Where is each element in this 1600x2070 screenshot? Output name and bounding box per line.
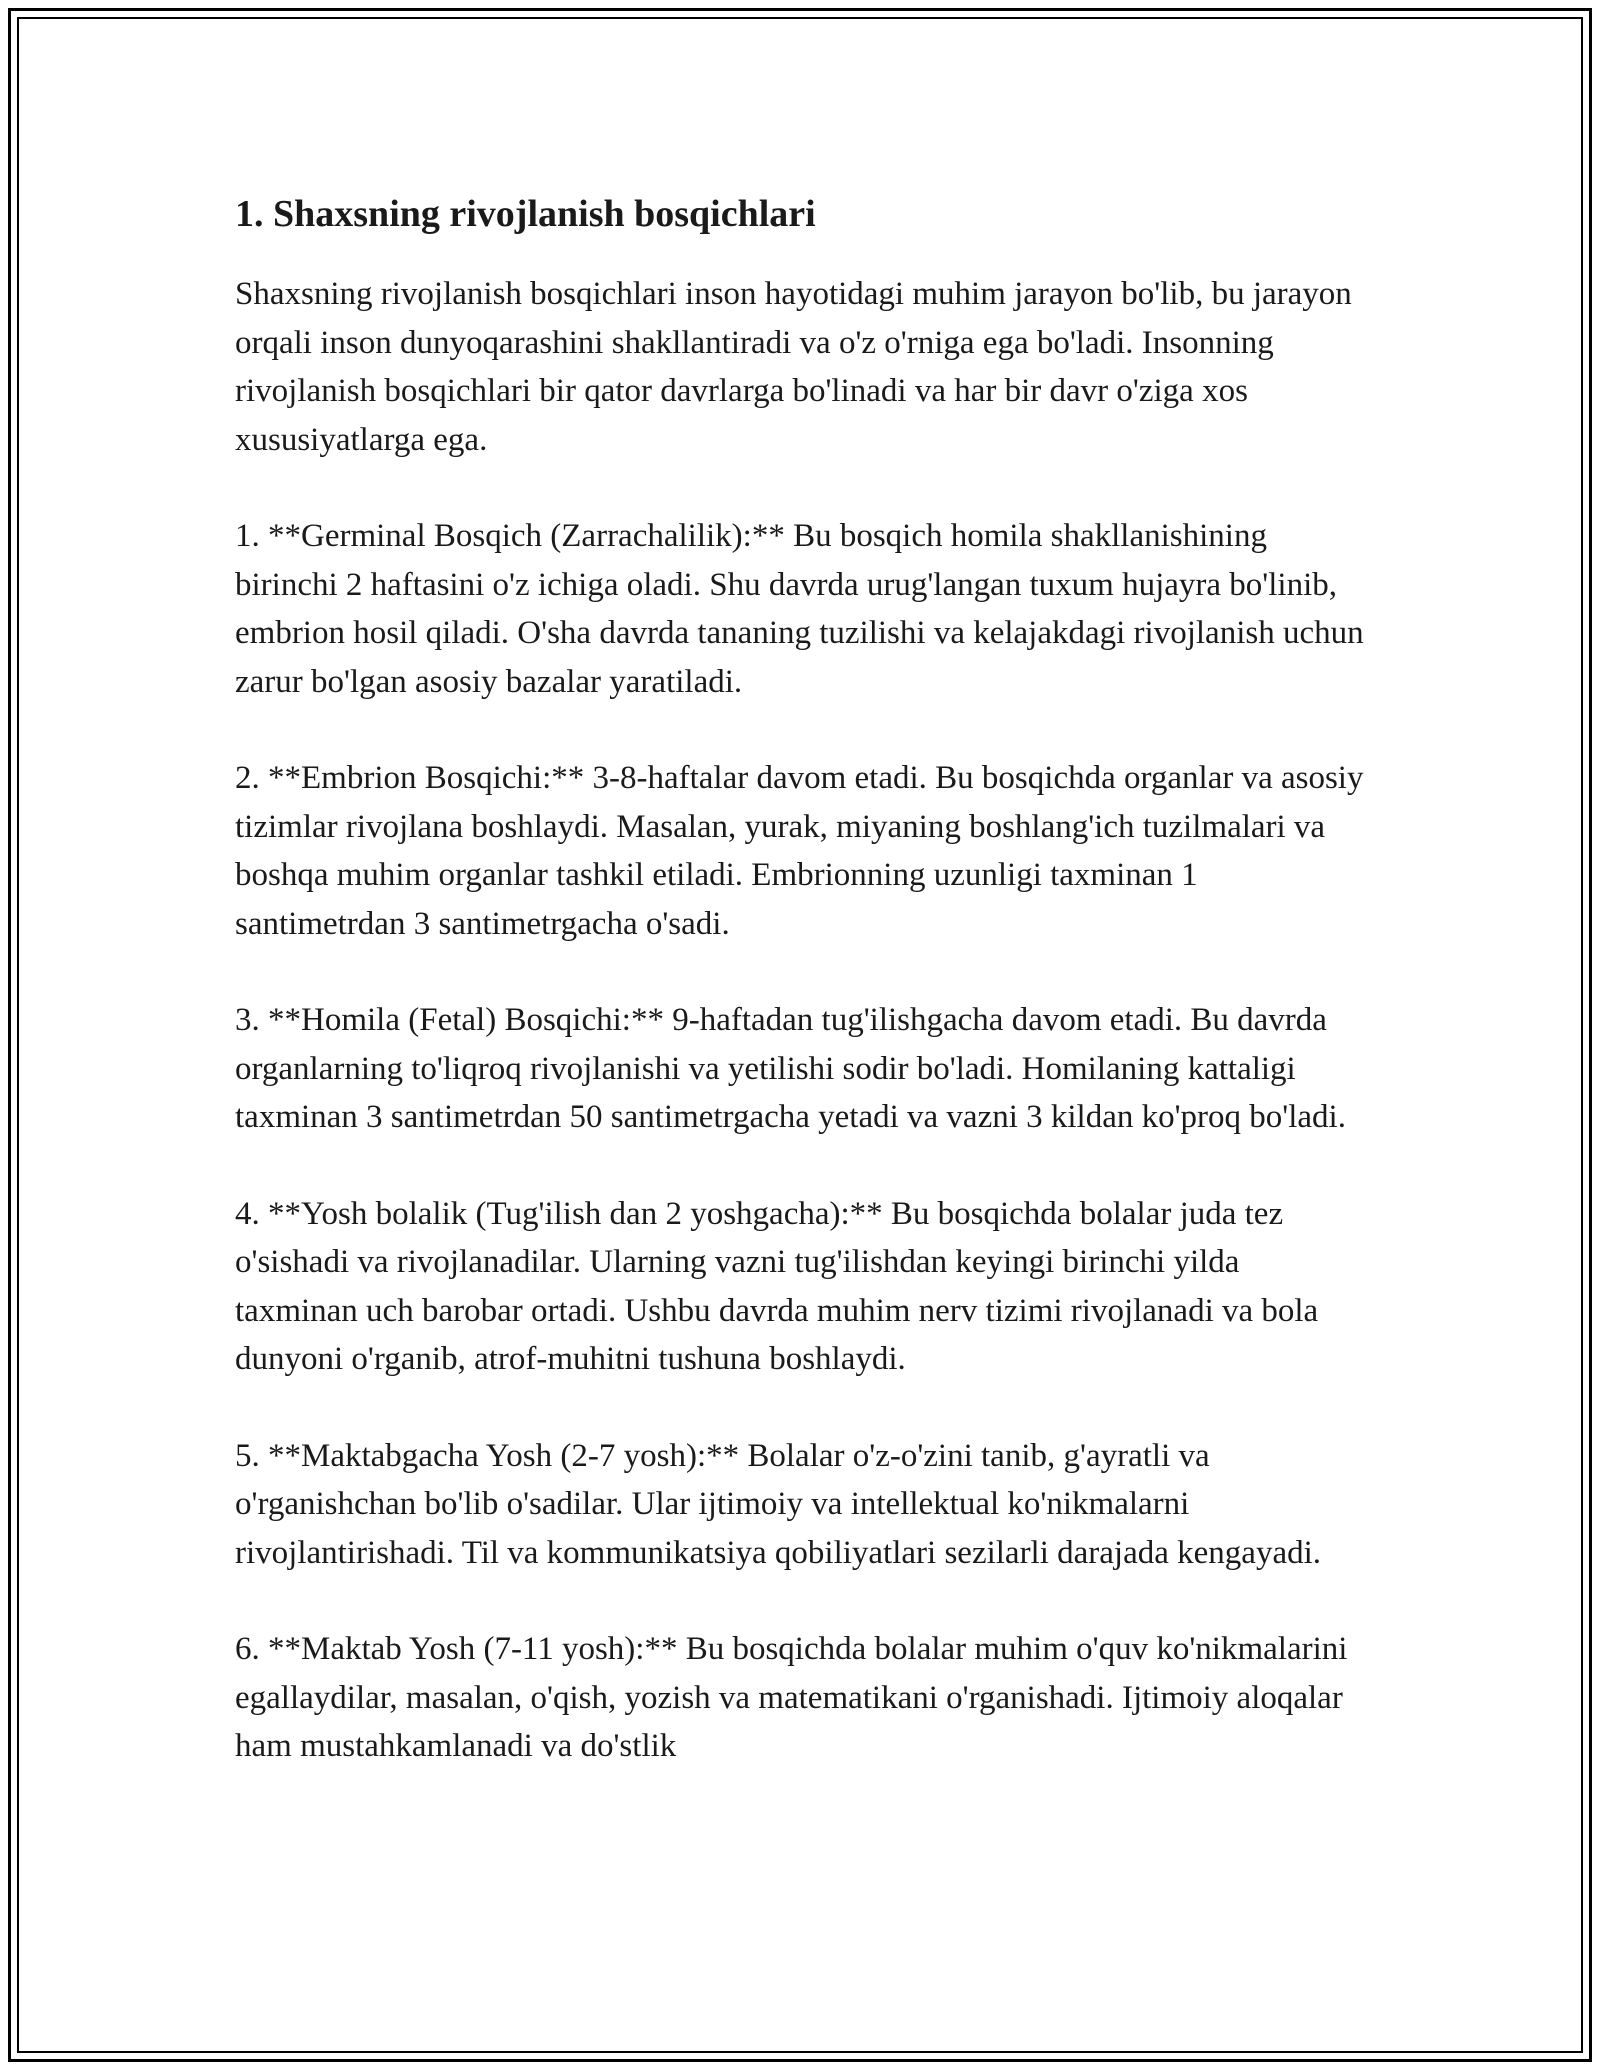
stage-preschool-paragraph: 5. **Maktabgacha Yosh (2-7 yosh):** Bolalar o'z-o'zini tanib, g'ayratli va o'rganishchan bo'lib o'sadilar. Ular ijtimoiy va intellektual ko'nikmalarni rivojlantirishadi. Til va kommunikatsiya qobiliyatlari sezilarli darajada kengayadi. (235, 1437, 1322, 1571)
stage-germinal-paragraph: 1. **Germinal Bosqich (Zarrachalilik):** Bu bosqich homila shakllanishining birinchi 2 haftasini o'z ichiga oladi. Shu davrda urug'langan tuxum hujayra bo'linib, embrion hosil qiladi. O'sha davrda tananing tuzilishi va kelajakdagi rivojlanish uchun zarur bo'lgan asosiy bazalar yaratiladi. (235, 518, 1364, 700)
stage-school-paragraph: 6. **Maktab Yosh (7-11 yosh):** Bu bosqichda bolalar muhim o'quv ko'nikmalarini egallaydilar, masalan, o'qish, yozish va matematikani o'rganishadi. Ijtimoiy aloqalar ham mustahkamlanadi va do'stlik (235, 1631, 1348, 1764)
intro-paragraph: Shaxsning rivojlanish bosqichlari inson hayotidagi muhim jarayon bo'lib, bu jarayon orqali inson dunyoqarashini shakllantiradi va o'z o'rniga ega bo'ladi. Insonning rivojlanish bosqichlari bir qator davrlarga bo'linadi va har bir davr o'ziga xos xususiyatlarga ega. (235, 276, 1352, 458)
document-body (235, 190, 1365, 1819)
document-title: 1. Shaxsning rivojlanish bosqichlari (235, 193, 816, 235)
stage-embryo-paragraph: 2. **Embrion Bosqichi:** 3-8-haftalar davom etadi. Bu bosqichda organlar va asosiy tizimlar rivojlana boshlaydi. Masalan, yurak, miyaning boshlang'ich tuzilmalari va boshqa muhim organlar tashkil etiladi. Embrionning uzunligi taxminan 1 santimetrdan 3 santimetrgacha o'sadi. (235, 760, 1364, 942)
stage-infancy-paragraph: 4. **Yosh bolalik (Tug'ilish dan 2 yoshgacha):** Bu bosqichda bolalar juda tez o'sishadi va rivojlanadilar. Ularning vazni tug'ilishdan keyingi birinchi yilda taxminan uch barobar ortadi. Ushbu davrda muhim nerv tizimi rivojlanadi va bola dunyoni o'rganib, atrof-muhitni tushuna boshlaydi. (235, 1195, 1319, 1377)
stage-fetal-paragraph: 3. **Homila (Fetal) Bosqichi:** 9-haftadan tug'ilishgacha davom etadi. Bu davrda organlarning to'liqroq rivojlanishi va yetilishi sodir bo'ladi. Homilaning kattaligi taxminan 3 santimetrdan 50 santimetrgacha yetadi va vazni 3 kildan ko'proq bo'ladi. (235, 1002, 1346, 1135)
